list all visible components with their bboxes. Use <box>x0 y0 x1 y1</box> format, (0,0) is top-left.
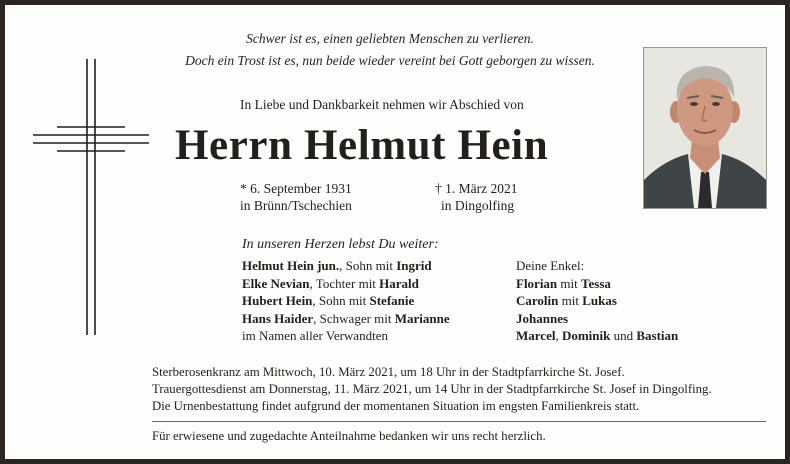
grandchild-name: Bastian <box>636 328 679 343</box>
grandchild-name: Florian <box>516 275 558 291</box>
family-row <box>242 275 450 293</box>
family-list <box>242 257 450 345</box>
grandchild-name: Johannes <box>516 310 569 326</box>
grandchild-row <box>516 275 678 293</box>
service-info <box>152 364 712 415</box>
hearts-line: In unseren Herzen lebst Du weiter: <box>242 237 439 252</box>
grandchild-partner: Lukas <box>582 293 617 308</box>
birth-date: * 6. September 1931 <box>240 181 352 196</box>
grandchild-row <box>516 292 678 310</box>
death-place: in Dingolfing <box>441 198 515 213</box>
grandchild-row <box>516 327 678 345</box>
family-relation: , Sohn mit <box>339 258 397 273</box>
family-relation: , Sohn mit <box>312 293 370 308</box>
family-partner: Marianne <box>394 310 450 326</box>
family-row <box>242 257 450 275</box>
death-date: † 1. März 2021 <box>435 181 518 196</box>
family-row <box>242 292 450 310</box>
urn-burial-line: Die Urnenbestattung findet aufgrund der momentanen Situation im engsten Familienkreis statt. <box>152 399 640 413</box>
family-member-name: Hans Haider <box>242 310 314 326</box>
grandchild-name: Marcel <box>516 328 556 343</box>
funeral-mass-line: Trauergottesdienst am Donnerstag, 11. März 2021, um 14 Uhr in der Stadtpfarrkirche St. Josef in Dingolfing. <box>152 382 712 396</box>
thanks-line: Für erwiesene und zugedachte Anteilnahme bedanken wir uns recht herzlich. <box>152 429 546 443</box>
family-partner: Stefanie <box>369 293 415 308</box>
divider <box>152 421 766 422</box>
grandchild-partner: Tessa <box>581 275 611 291</box>
grandchild-name: Dominik <box>561 328 611 343</box>
quote-line-2: Doch ein Trost ist es, nun beide wieder vereint bei Gott geborgen zu wissen. <box>185 53 595 68</box>
family-relation: , Schwager mit <box>313 310 395 326</box>
grandchildren-heading: Deine Enkel: <box>516 258 585 273</box>
family-partner: Harald <box>379 275 419 291</box>
birth-info <box>240 180 352 214</box>
family-relation: , Tochter mit <box>309 275 380 291</box>
grandchild-row <box>516 310 678 328</box>
grandchild-connector: mit <box>558 293 583 308</box>
birth-place: in Brünn/Tschechien <box>240 198 352 213</box>
rosary-line: Sterberosenkranz am Mittwoch, 10. März 2021, um 18 Uhr in der Stadtpfarrkirche St. Josef. <box>152 365 625 379</box>
grandchild-name: Carolin <box>516 293 559 308</box>
outline-cross-icon <box>33 59 149 341</box>
grandchildren-list <box>516 257 678 345</box>
family-closing: im Namen aller Verwandten <box>242 328 388 343</box>
family-member-name: Helmut Hein jun. <box>242 258 340 273</box>
family-row <box>242 310 450 328</box>
death-info <box>435 180 517 214</box>
deceased-name: Herrn Helmut Hein <box>175 122 549 169</box>
intro-line: In Liebe und Dankbarkeit nehmen wir Abschied von <box>240 97 524 112</box>
grandchild-connector: , <box>555 328 562 343</box>
quote-line-1: Schwer ist es, einen geliebten Menschen zu verlieren. <box>246 31 534 46</box>
grandchild-connector: und <box>610 328 637 343</box>
family-partner: Ingrid <box>396 258 432 273</box>
family-member-name: Elke Nevian <box>242 275 310 291</box>
family-member-name: Hubert Hein <box>242 293 313 308</box>
portrait-photo <box>643 47 767 209</box>
grandchild-connector: mit <box>557 275 582 291</box>
